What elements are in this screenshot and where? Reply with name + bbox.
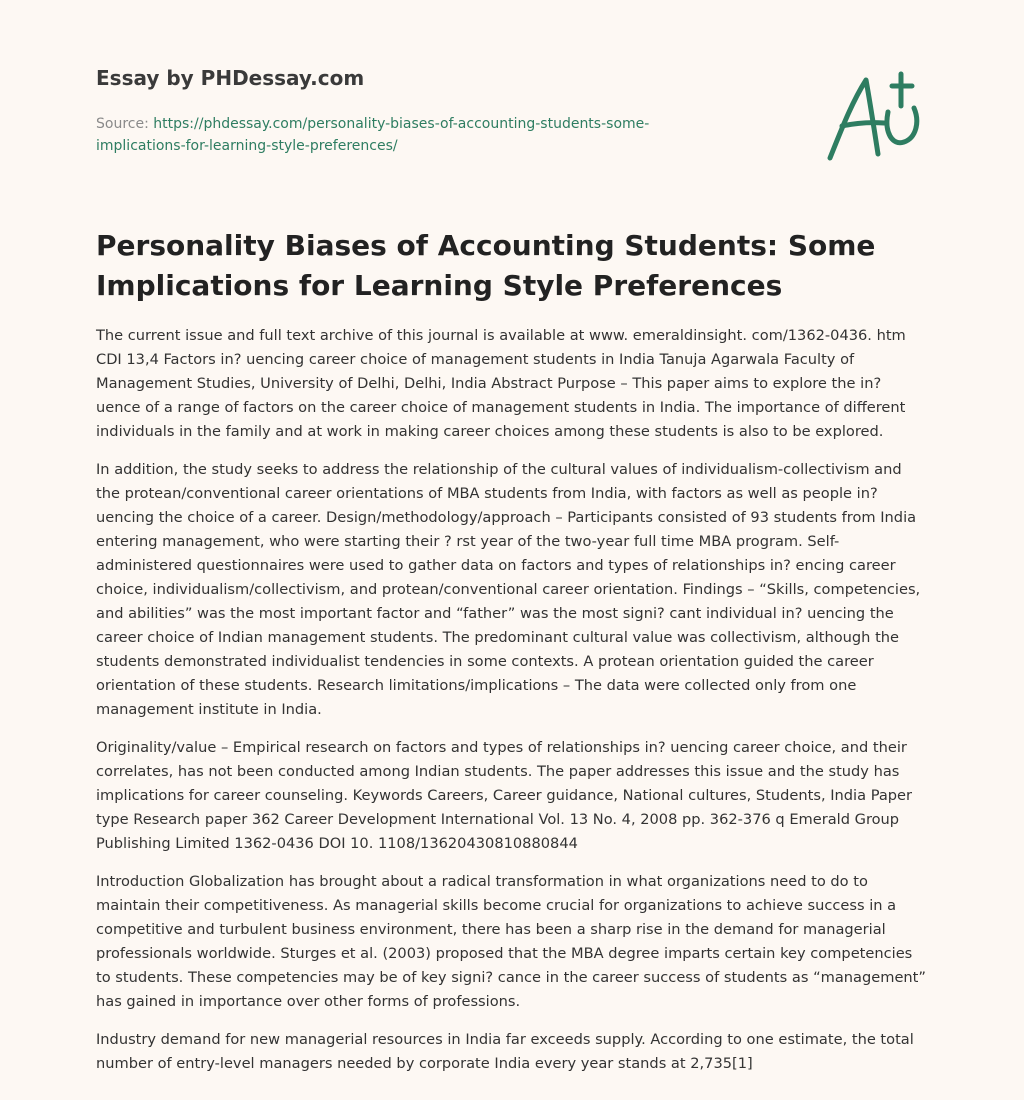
essay-paragraph: In addition, the study seeks to address the relationship of the cultural values of individualism-collectivism and the protean/conventional career orientations of MBA students from India, with factors as well as people in? uencing the choice of a career. Design/methodology/approach – Participants consisted of 93 students from India entering management, who were starting their ? rst year of the two-year full time MBA program. Self-administered questionnaires were used to gather data on factors and types of relationships in? encing career choice, individualism/collectivism, and protean/conventional career orientation. Findings – “Skills, competencies, and abilities” was the most important factor and “father” was the most signi? cant individual in? uencing the career choice of Indian management students. The predominant cultural value was collectivism, although the students demonstrated individualist tendencies in some contexts. A protean orientation guided the career orientation of these students. Research limitations/implications – The data were collected only from one management institute in India. xyxy=(96,461,921,718)
source-label: Source: xyxy=(96,116,149,132)
essay-body xyxy=(96,324,930,1090)
site-name: Essay by PHDessay.com xyxy=(96,66,365,90)
essay-paragraph: Originality/value – Empirical research on factors and types of relationships in? uencing career choice, and their correlates, has not been conducted among Indian students. The paper addresses this issue and the study has implications for career counseling. Keywords Careers, Career guidance, National cultures, Students, India Paper type Research paper 362 Career Development International Vol. 13 No. 4, 2008 pp. 362-376 q Emerald Group Publishing Limited 1362-0436 DOI 10. 1108/13620430810880844 xyxy=(96,739,913,852)
a-plus-logo-icon xyxy=(820,66,930,166)
source-line xyxy=(96,113,736,157)
essay-paragraph: Introduction Globalization has brought about a radical transformation in what organizations need to do to maintain their competitiveness. As managerial skills become crucial for organizations to achieve success in a competitive and turbulent business environment, there has been a sharp rise in the demand for managerial professionals worldwide. Sturges et al. (2003) proposed that the MBA degree imparts certain key competencies to students. These competencies may be of key signi? cance in the career success of students as “management” has gained in importance over other forms of professions. xyxy=(96,873,926,1010)
essay-paragraph: Industry demand for new managerial resources in India far exceeds supply. According to one estimate, the total number of entry-level managers needed by corporate India every year stands at 2,735[1] xyxy=(96,1031,914,1072)
essay-paragraph: The current issue and full text archive of this journal is available at www. emeraldinsight. com/1362-0436. htm CDI 13,4 Factors in? uencing career choice of management students in India Tanuja Agarwala Faculty of Management Studies, University of Delhi, Delhi, India Abstract Purpose – This paper aims to explore the in? uence of a range of factors on the career choice of management students in India. The importance of different individuals in the family and at work in making career choices among these students is also to be explored. xyxy=(96,327,906,440)
essay-title: Personality Biases of Accounting Students: Some Implications for Learning Style Preferences xyxy=(96,229,876,302)
source-link[interactable]: https://phdessay.com/personality-biases-of-accounting-students-some-implications-for-learning-style-preferences/ xyxy=(96,116,650,154)
